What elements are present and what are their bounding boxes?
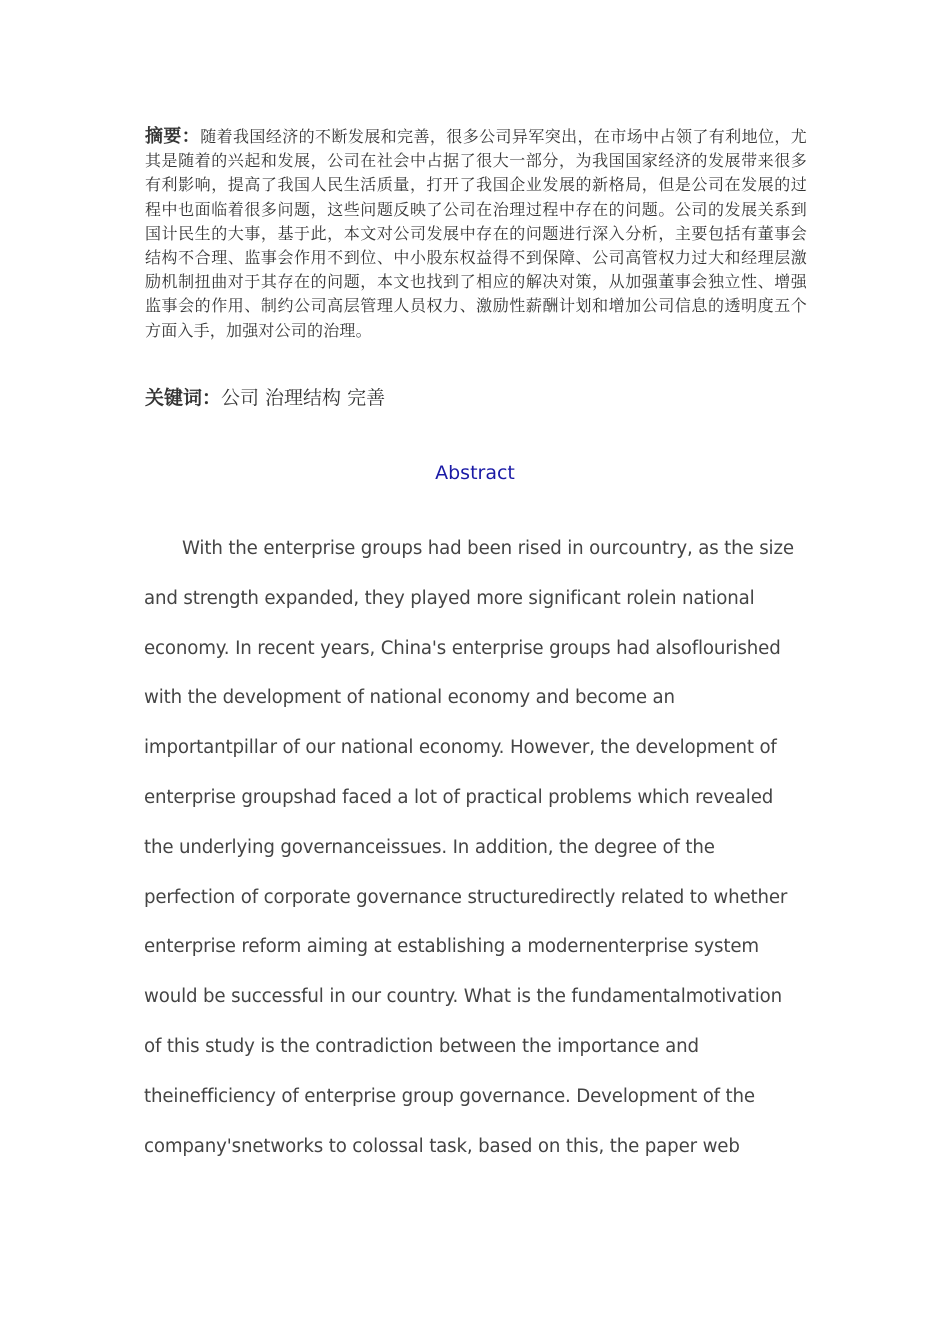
english-abstract-line: would be successful in our country. What is the fundamentalmotivation bbox=[144, 986, 782, 1008]
english-abstract bbox=[144, 524, 814, 1171]
english-abstract-line: the underlying governanceissues. In addition, the degree of the bbox=[144, 836, 715, 858]
english-abstract-line: enterprise reform aiming at establishing a modernenterprise system bbox=[144, 936, 759, 958]
chinese-abstract bbox=[145, 125, 807, 343]
keywords-label: 关键词： bbox=[145, 387, 222, 409]
chinese-abstract-label: 摘要： bbox=[145, 126, 201, 147]
english-abstract-line: and strength expanded, they played more significant rolein national bbox=[144, 587, 755, 609]
english-abstract-line: of this study is the contradiction between the importance and bbox=[144, 1035, 699, 1057]
english-abstract-line: economy. In recent years, China's enterprise groups had alsoflourished bbox=[144, 637, 781, 659]
english-abstract-line: with the development of national economy and become an bbox=[144, 687, 675, 709]
english-abstract-line: perfection of corporate governance structuredirectly related to whether bbox=[144, 886, 788, 908]
keywords-text: 公司 治理结构 完善 bbox=[221, 387, 386, 409]
english-abstract-line: With the enterprise groups had been rised in ourcountry, as the size bbox=[182, 538, 794, 559]
keywords bbox=[145, 383, 807, 413]
english-abstract-line: theinefficiency of enterprise group governance. Development of the bbox=[144, 1085, 755, 1107]
english-abstract-line: company'snetworks to colossal task, based on this, the paper web bbox=[144, 1135, 740, 1157]
chinese-abstract-text: 随着我国经济的不断发展和完善，很多公司异军突出，在市场中占领了有利地位，尤其是随着的兴起和发展，公司在社会中占据了很大一部分，为我国国家经济的发展带来很多有利影响，提高了我国人民生活质量，打开了我国企业发展的新格局，但是公司在发展的过程中也面临着很多问题，这些问题反映了公司在治理过程中存在的问题。公司的发展关系到国计民生的大事，基于此，本文对公司发展中存在的问题进行深入分析，主要包括有董事会结构不合理、监事会作用不到位、中小股东权益得不到保障、公司高管权力过大和经理层激励机制扭曲对于其存在的问题，本文也找到了相应的解决对策，从加强董事会独立性、增强监事会的作用、制约公司高层管理人员权力、激励性薪酬计划和增加公司信息的透明度五个方面入手，加强对公司的治理。 bbox=[145, 127, 807, 340]
english-abstract-line: enterprise groupshad faced a lot of practical problems which revealed bbox=[144, 786, 774, 808]
english-abstract-line: importantpillar of our national economy. However, the development of bbox=[144, 737, 777, 759]
english-abstract-title: Abstract bbox=[435, 462, 515, 484]
